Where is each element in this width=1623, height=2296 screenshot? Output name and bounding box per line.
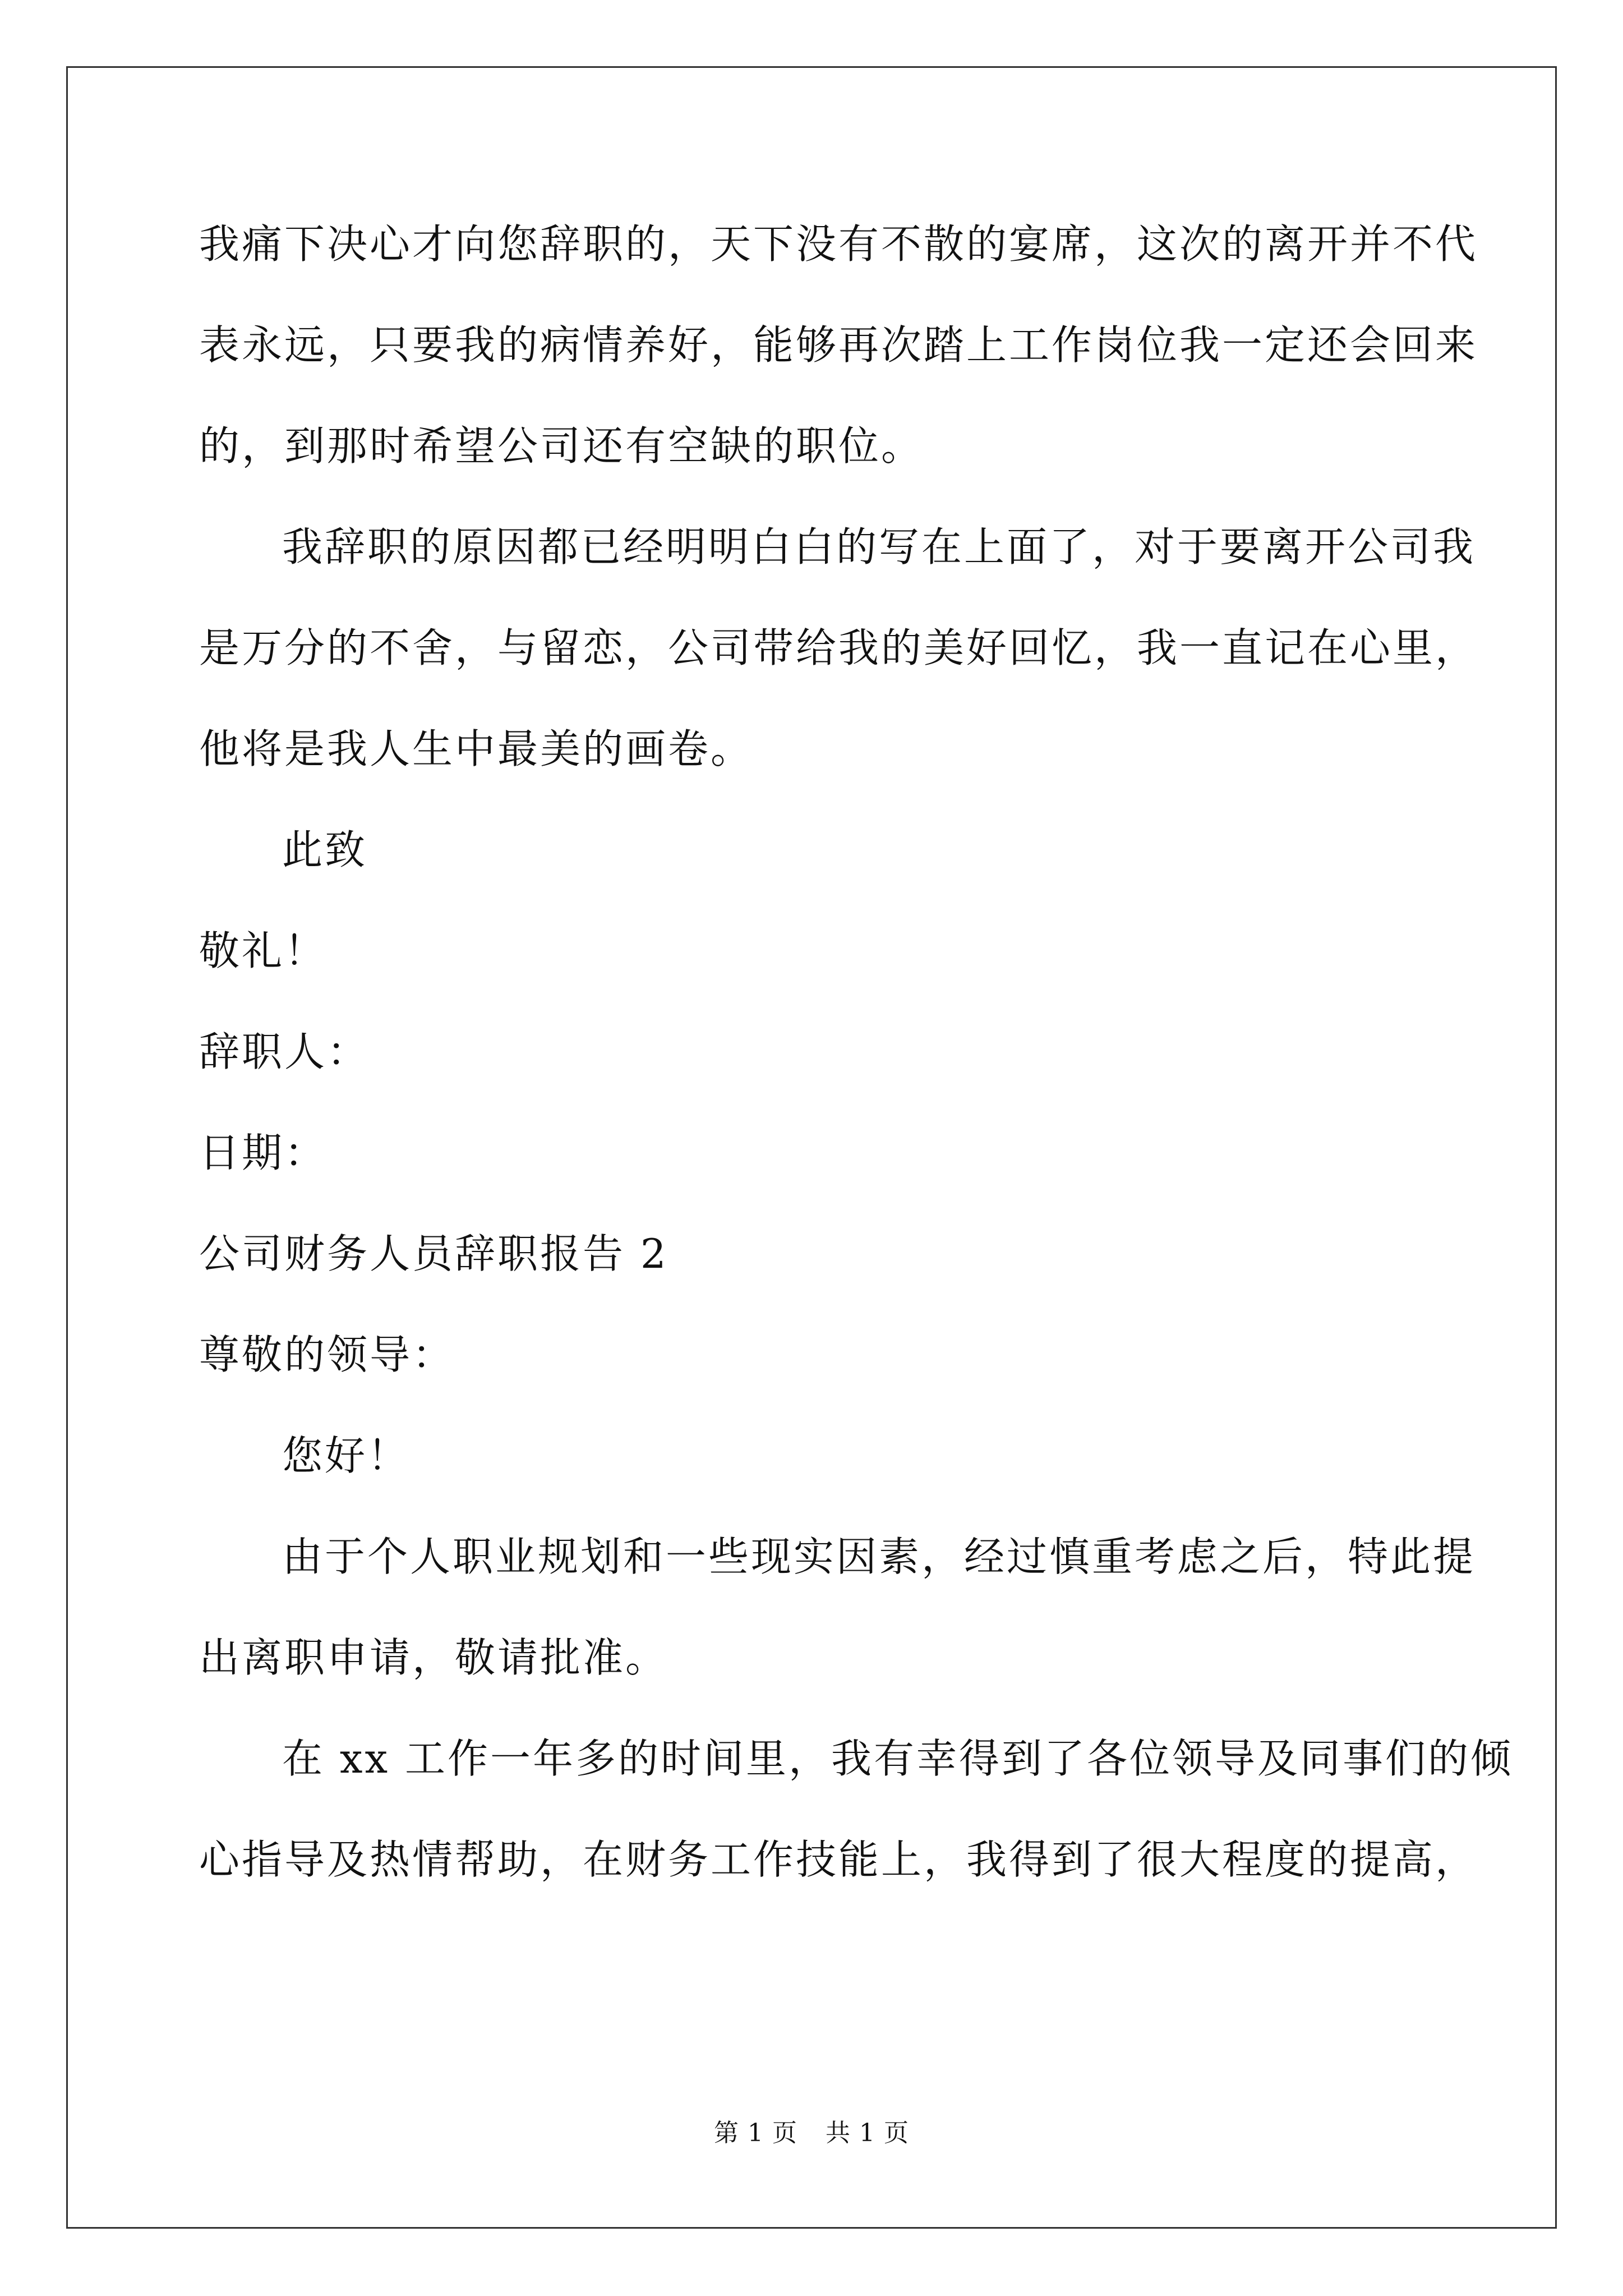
text-line: 在 xx 工作一年多的时间里，我有幸得到了各位领导及同事们的倾 bbox=[282, 1735, 1513, 1782]
text-line: 出离职申请，敬请批准。 bbox=[199, 1634, 668, 1681]
resigner-label: 辞职人： bbox=[199, 1028, 370, 1075]
closing-regards: 敬礼！ bbox=[199, 927, 328, 974]
text-line: 是万分的不舍，与留恋，公司带给我的美好回忆，我一直记在心里， bbox=[199, 624, 1478, 671]
text-line: 表永远，只要我的病情养好，能够再次踏上工作岗位我一定还会回来 bbox=[199, 321, 1478, 369]
document-body bbox=[199, 220, 1513, 1938]
page-number-total: 共 1 页 bbox=[826, 2119, 909, 2147]
text-line: 他将是我人生中最美的画卷。 bbox=[199, 725, 754, 772]
text-line: 我痛下决心才向您辞职的，天下没有不散的宴席，这次的离开并不代 bbox=[199, 220, 1478, 268]
text-line: 心指导及热情帮助，在财务工作技能上，我得到了很大程度的提高， bbox=[199, 1836, 1478, 1883]
closing-salutation: 此致 bbox=[282, 826, 368, 873]
text-line: 我辞职的原因都已经明明白白的写在上面了，对于要离开公司我 bbox=[282, 523, 1476, 570]
page-footer bbox=[0, 2118, 1623, 2149]
text-line: 由于个人职业规划和一些现实因素，经过慎重考虑之后，特此提 bbox=[282, 1533, 1476, 1580]
page-number-current: 第 1 页 bbox=[714, 2119, 797, 2147]
date-label: 日期： bbox=[199, 1129, 328, 1176]
greeting-recipient: 尊敬的领导： bbox=[199, 1331, 455, 1378]
greeting: 您好！ bbox=[282, 1432, 411, 1479]
text-line: 的，到那时希望公司还有空缺的职位。 bbox=[199, 422, 924, 470]
section-title: 公司财务人员辞职报告 2 bbox=[199, 1230, 668, 1277]
